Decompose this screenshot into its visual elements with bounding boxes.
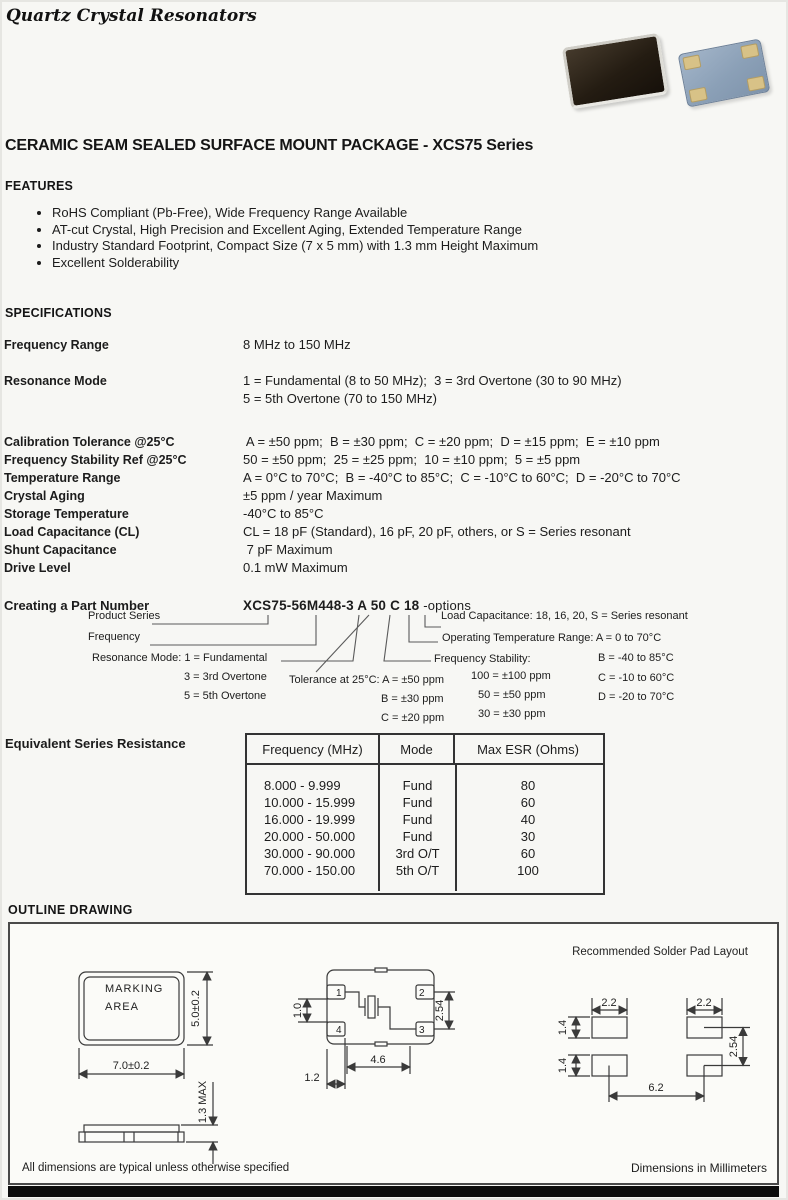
esr-frequency-cell: 70.000 - 150.00 [264,863,356,878]
feature-item: • RoHS Compliant (Pb-Free), Wide Frequency Range Available [52,205,538,222]
part-number-heading: Creating a Part Number [4,598,150,613]
spec-label: Resonance Mode [4,374,107,388]
esr-col-maxesr: Max ESR (Ohms) [477,741,579,757]
part-number-option-label: B = -40 to 85°C [598,652,674,664]
esr-mode-cell: Fund [402,812,433,827]
spec-label: Storage Temperature [4,507,129,521]
pin4-label: 4 [336,1025,342,1036]
spec-value-line: 7 pF Maximum [243,542,333,557]
gold-pad [689,87,708,103]
dim-height-max: 1.3 MAX [197,1080,209,1124]
specifications-rows [0,336,788,577]
table-row [247,811,603,828]
spec-value-line: A = 0°C to 70°C; B = -40°C to 85°C; C = -10°C to 60°C; D = -20°C to 70°C [243,470,681,485]
spec-label: Frequency Range [4,338,109,352]
part-number-option-label: 30 = ±30 ppm [478,708,546,720]
spec-value-line: 8 MHz to 150 MHz [243,337,351,352]
esr-mode-cell: Fund [402,795,433,810]
part-number-bold: XCS75-56M448-3 A 50 C 18 [243,598,420,613]
part-number-option-label: Frequency Stability: [434,653,531,665]
spec-value-line: 0.1 mW Maximum [243,560,348,575]
part-number-option-label: Product Series [88,610,161,622]
spec-value [243,336,351,354]
spec-row [0,487,788,505]
part-number-option-label: Tolerance at 25°C: A = ±50 ppm [289,674,445,686]
dim-pad-gap: 1.0 [292,1002,304,1019]
spec-value [243,541,333,559]
esr-heading: Equivalent Series Resistance [5,736,186,751]
dimensions-footnote: All dimensions are typical unless otherwise specified [22,1162,290,1174]
esr-frequency-cell: 30.000 - 90.000 [264,846,356,861]
spec-label: Shunt Capacitance [4,543,117,557]
table-divider [455,765,457,891]
pin1-label: 1 [336,988,342,999]
part-number-option-label: 5 = 5th Overtone [184,690,267,702]
spec-value [243,451,580,469]
spec-row [0,469,788,487]
table-divider [378,765,380,891]
dim-pad-span: 4.6 [370,1054,386,1066]
dim-pad-pitch-v: 2.54 [434,999,446,1022]
esr-mode-cell: 5th O/T [395,863,440,878]
spec-row [0,336,788,354]
dim-pad-offset: 1.2 [304,1072,320,1084]
spec-value [243,523,631,541]
spec-label: Frequency Stability Ref @25°C [4,453,187,467]
part-number-option-label: Resonance Mode: 1 = Fundamental [92,652,268,664]
spec-row [0,372,788,408]
part-number-option-label: B = ±30 ppm [381,693,444,705]
feature-item: • Industry Standard Footprint, Compact Size (7 x 5 mm) with 1.3 mm Height Maximum [52,238,538,255]
product-photo-bottom-view [678,38,771,107]
spec-value [243,469,681,487]
feature-item: • Excellent Solderability [52,255,538,272]
spec-label: Drive Level [4,561,71,575]
table-row [247,828,603,845]
part-number-option-label: D = -20 to 70°C [598,691,675,703]
part-number-option-label: Load Capacitance: 18, 16, 20, S = Series resonant [441,610,688,622]
spec-value-line: 50 = ±50 ppm; 25 = ±25 ppm; 10 = ±10 ppm; 5 = ±5 ppm [243,452,581,467]
part-number-option-label: 100 = ±100 ppm [471,670,551,682]
esr-frequency-cell: 8.000 - 9.999 [264,778,341,793]
esr-table [245,733,605,895]
feature-item: • AT-cut Crystal, High Precision and Excellent Aging, Extended Temperature Range [52,222,538,239]
dim-land-height-top: 1.4 [557,1019,569,1036]
spec-row [0,541,788,559]
pin2-label: 2 [419,988,425,999]
dim-body-height: 5.0±0.2 [190,990,202,1027]
esr-maxesr-cell: 100 [517,863,539,878]
table-row [247,862,603,879]
spec-value [243,559,348,577]
esr-maxesr-cell: 60 [520,846,536,861]
esr-frequency-cell: 20.000 - 50.000 [264,829,356,844]
gold-pad [740,43,759,59]
spec-label: Crystal Aging [4,489,85,503]
esr-mode-cell: Fund [402,778,433,793]
dim-land-pitch-h: 6.2 [648,1082,664,1094]
part-number-option-label: 3 = 3rd Overtone [184,671,267,683]
document-title: CERAMIC SEAM SEALED SURFACE MOUNT PACKAGE - XCS75 Series [5,137,534,154]
part-number-option-label: Operating Temperature Range: A = 0 to 70°C [442,632,662,644]
part-number-option-label: C = -10 to 60°C [598,672,675,684]
esr-mode-cell: 3rd O/T [395,846,440,861]
part-number-diagram [0,598,788,736]
dim-body-width: 7.0±0.2 [112,1060,150,1072]
esr-maxesr-cell: 40 [520,812,536,827]
dim-land-width-left: 2.2 [601,997,617,1009]
footer-bar [8,1186,779,1197]
page-title: Quartz Crystal Resonators [6,6,257,26]
esr-maxesr-cell: 80 [520,778,536,793]
package-base-side-view [79,1132,184,1142]
units-note: Dimensions in Millimeters [630,1161,767,1175]
table-row [247,777,603,794]
marking-area-line2: AREA [105,1001,139,1013]
esr-col-frequency: Frequency (MHz) [247,735,380,763]
spec-row [0,559,788,577]
spec-row [0,451,788,469]
dim-land-height-bottom: 1.4 [557,1057,569,1074]
spec-value-line: CL = 18 pF (Standard), 16 pF, 20 pF, others, or S = Series resonant [243,524,631,539]
marking-area-line1: MARKING [105,983,164,995]
spec-value-line: 5 = 5th Overtone (70 to 150 MHz) [243,391,438,406]
spec-value [243,372,622,408]
spec-value [243,487,382,505]
esr-mode-cell: Fund [402,829,433,844]
esr-frequency-cell: 10.000 - 15.999 [264,795,356,810]
spec-row [0,505,788,523]
spec-value-line: A = ±50 ppm; B = ±30 ppm; C = ±20 ppm; D = ±15 ppm; E = ±10 ppm [243,434,660,449]
part-number-options: -options [419,598,472,613]
esr-maxesr-cell: 30 [520,829,536,844]
dim-land-width-right: 2.2 [696,997,712,1009]
outline-drawing-heading: OUTLINE DRAWING [8,903,133,917]
esr-table-header [247,735,603,765]
specifications-heading: SPECIFICATIONS [5,306,112,320]
product-photo-top-view [562,33,668,110]
spec-label: Calibration Tolerance @25°C [4,435,175,449]
pin3-label: 3 [419,1025,425,1036]
table-row [247,845,603,862]
spec-value [243,505,324,523]
crystal-symbol-wiring [345,992,416,1029]
part-number-option-label: C = ±20 ppm [381,712,445,724]
esr-table-body [247,765,603,891]
part-number-option-label: 50 = ±50 ppm [478,689,546,701]
spec-value-line: -40°C to 85°C [243,506,324,521]
features-list [0,205,538,271]
spec-row [0,523,788,541]
part-number-option-label: Frequency [88,631,140,643]
features-heading: FEATURES [5,179,74,193]
esr-maxesr-cell: 60 [520,795,536,810]
crystal-symbol [368,996,375,1018]
spec-row [0,433,788,451]
spec-value-line: 1 = Fundamental (8 to 50 MHz); 3 = 3rd Overtone (30 to 90 MHz) [243,373,622,388]
land-pad-1 [592,1017,627,1038]
spec-label: Temperature Range [4,471,121,485]
gold-pad [747,76,766,92]
esr-frequency-cell: 16.000 - 19.999 [264,812,356,827]
table-row [247,794,603,811]
gold-pad [682,54,701,70]
dim-land-pitch-v: 2.54 [728,1035,740,1058]
outline-drawing-box [8,922,779,1185]
esr-col-mode: Mode [380,735,455,763]
solder-pad-layout-title: Recommended Solder Pad Layout [572,946,748,958]
spec-value [243,433,660,451]
spec-value-line: ±5 ppm / year Maximum [243,488,383,503]
spec-label: Load Capacitance (CL) [4,525,140,539]
outline-drawing [10,924,777,1183]
package-lid-side-view [84,1125,179,1132]
